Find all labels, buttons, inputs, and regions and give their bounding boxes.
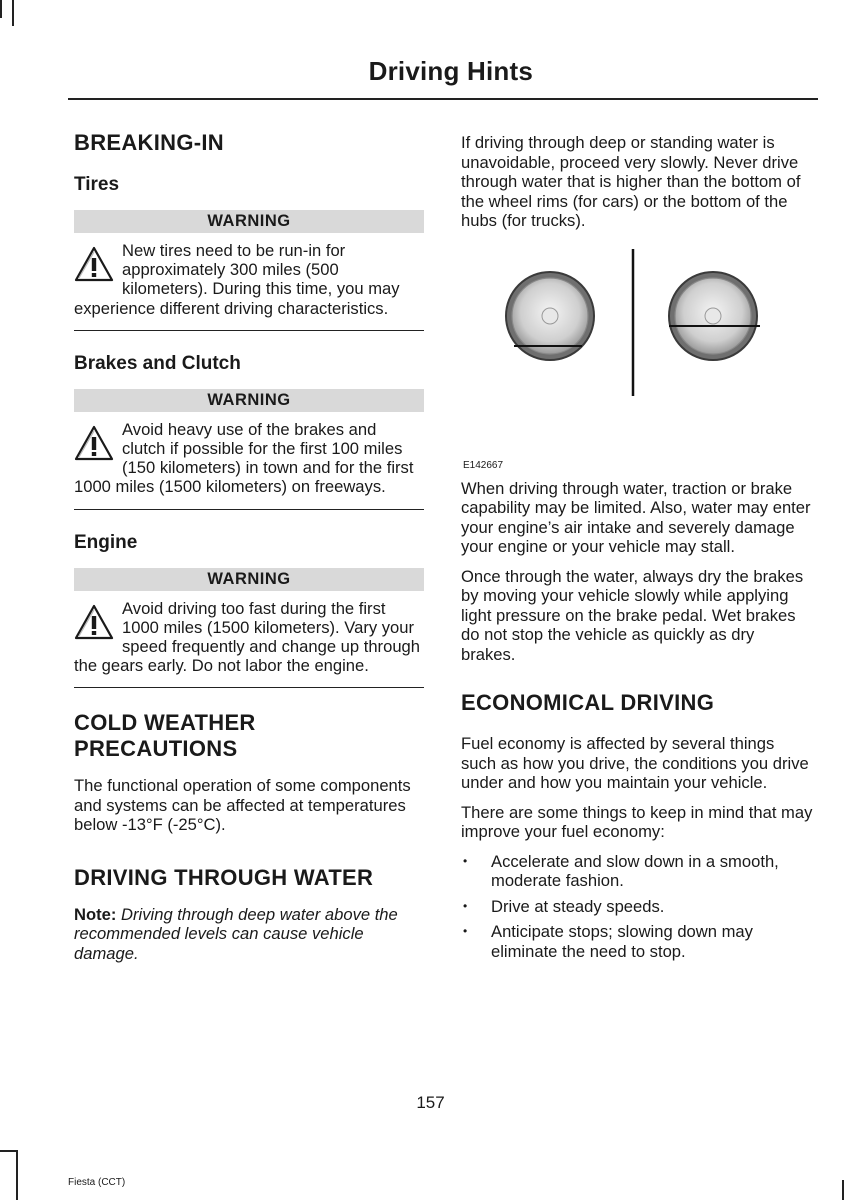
left-column: [74, 130, 424, 973]
economical-paragraph-1: Fuel economy is affected by several things such as how you drive, the conditions you drive under and how you maintain your vehicle.: [461, 734, 809, 792]
list-item: • Drive at steady speeds.: [461, 897, 813, 917]
warning-triangle-icon: [74, 424, 114, 464]
economical-driving-heading: ECONOMICAL DRIVING: [461, 690, 715, 715]
driving-through-water-heading: DRIVING THROUGH WATER: [74, 864, 374, 890]
warning-label: WARNING: [74, 210, 424, 233]
figure-id: E142667: [463, 459, 504, 471]
tires-warning-text: New tires need to be run-in for approximately 300 miles (500 kilometers). During this time, you may experience different driving characteristics.: [74, 241, 400, 318]
water-paragraph-2: When driving through water, traction or brake capability may be limited. Also, water may enter your engine’s air intake and severely damage your engine or your vehicle may stall.: [461, 478, 811, 556]
engine-warning: [74, 599, 424, 689]
note-text: Driving through deep water above the recommended levels can cause vehicle damage.: [74, 904, 398, 963]
water-note: [74, 905, 424, 964]
page-number: 157: [416, 1093, 445, 1112]
water-intro-text: If driving through deep or standing water is unavoidable, proceed very slowly. Never drive through water that is higher than the bottom of the wheel rims (for cars) or the bottom of the hubs (for trucks).: [461, 133, 801, 230]
page-header: [68, 56, 818, 100]
warning-label: WARNING: [74, 389, 424, 412]
crop-mark: [12, 0, 14, 26]
right-column: [461, 133, 813, 967]
warning-triangle-icon: [74, 603, 114, 643]
crop-mark: [842, 1180, 844, 1200]
list-item: • Anticipate stops; slowing down may eliminate the need to stop.: [461, 922, 813, 961]
warning-label: WARNING: [74, 568, 424, 591]
list-item: • Accelerate and slow down in a smooth, moderate fashion.: [461, 852, 813, 891]
wheel-water-diagram: [461, 241, 813, 456]
economical-paragraph-2: There are some things to keep in mind that may improve your fuel economy:: [461, 802, 813, 841]
engine-warning-text: Avoid driving too fast during the first 1000 miles (1500 kilometers). Vary your speed frequently and change up through the gears early. Do not labor the engine.: [74, 598, 420, 676]
water-paragraph-3: Once through the water, always dry the brakes by moving your vehicle slowly while applying light pressure on the brake pedal. Wet brakes do not stop the vehicle as quickly as dry brakes.: [461, 566, 804, 664]
car-wheel-icon: [506, 272, 594, 360]
footer-text: Fiesta (CCT): [68, 1177, 126, 1188]
brakes-heading: Brakes and Clutch: [74, 352, 241, 374]
tires-warning: [74, 241, 424, 331]
warning-triangle-icon: [74, 245, 114, 285]
breaking-in-heading: BREAKING-IN: [74, 130, 224, 155]
page-title: Driving Hints: [368, 56, 533, 86]
crop-mark: [0, 0, 2, 18]
brakes-warning: [74, 420, 424, 510]
cold-weather-heading: COLD WEATHER PRECAUTIONS: [74, 710, 256, 762]
crop-mark: [16, 1150, 18, 1200]
brakes-warning-text: Avoid heavy use of the brakes and clutch if possible for the first 100 miles (150 kilometers) in town and for the first 1000 miles (1500 kilometers) on freeways.: [74, 419, 414, 497]
engine-heading: Engine: [74, 531, 138, 553]
note-label: Note:: [74, 904, 117, 924]
cold-weather-text: The functional operation of some components and systems can be affected at temperatures below -13°F (-25°C).: [74, 776, 411, 835]
wheel-water-level-figure: [461, 241, 813, 471]
tires-heading: Tires: [74, 174, 120, 195]
economy-tips-list: [461, 852, 813, 962]
truck-wheel-icon: [669, 272, 760, 360]
